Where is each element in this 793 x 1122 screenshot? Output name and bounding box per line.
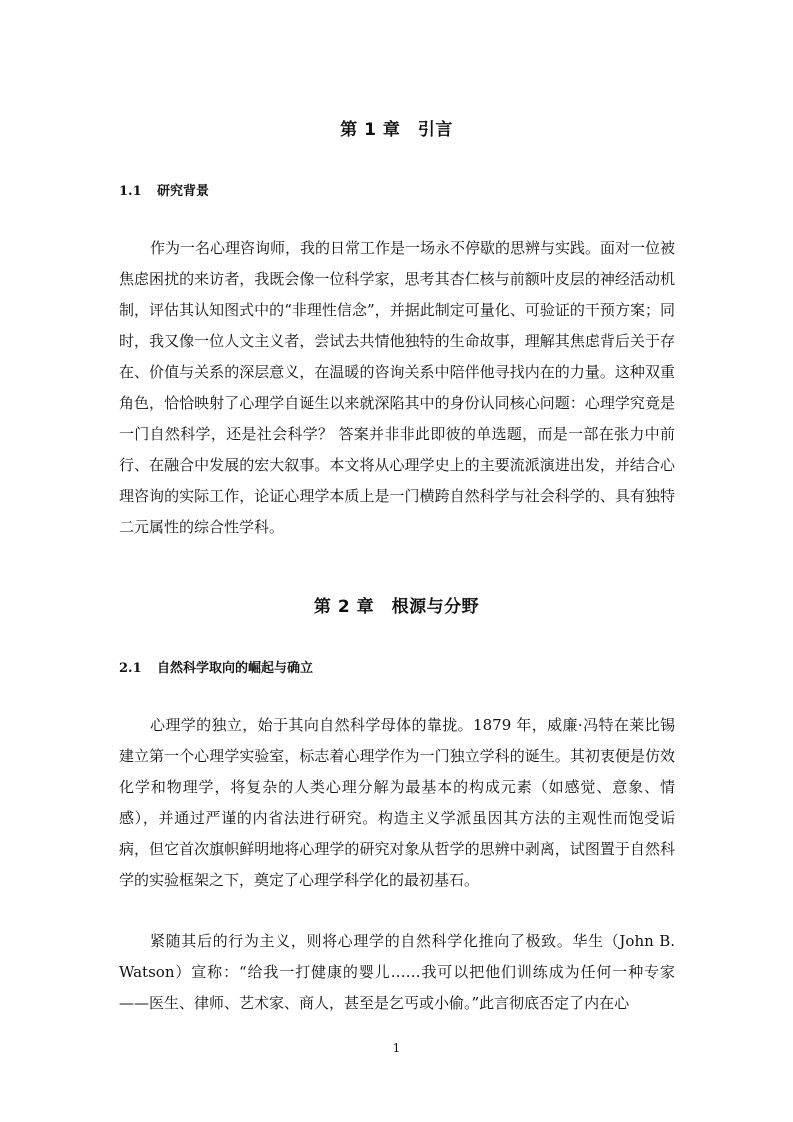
section-title: 自然科学取向的崛起与确立 <box>157 661 314 676</box>
chapter-1-title: 第 1 章 引言 <box>340 120 453 140</box>
body-paragraph: 作为一名心理咨询师，我的日常工作是一场永不停歇的思辨与实践。面对一位被焦虑困扰的来访者，我既会像一位科学家，思考其杏仁核与前额叶皮层的神经活动机制，评估其认知图式中的“非理性信念”，并据此制定可量化、可验证的干预方案；同时，我又像一位人文主义者，尝试去共情他独特的生命故事，理解其焦虑背后关于存在、价值与关系的深层意义，在温暖的咨询关系中陪伴他寻找内在的力量。这种双重角色，恰恰映射了心理学自诞生以来就深陷其中的身份认同核心问题：心理学究竟是一门自然科学，还是社会科学？ 答案并非非此即彼的单选题，而是一部在张力中前行、在融合中发展的宏大叙事。本文将从心理学史上的主要流派演进出发，并结合心理咨询的实际工作，论证心理学本质上是一门横跨自然科学与社会科学的、具有独特二元属性的综合性学科。 <box>119 239 676 536</box>
body-paragraph: 心理学的独立，始于其向自然科学母体的靠拢。1879 年，威廉·冯特在莱比锡建立第一个心理学实验室，标志着心理学作为一门独立学科的诞生。其初衷便是仿效化学和物理学，将复杂的人类心理分解为最基本的构成元素（如感觉、意象、情感），并通过严谨的内省法进行研究。构造主义学派虽因其方法的主观性而饱受诟病，但它首次旗帜鲜明地将心理学的研究对象从哲学的思辨中剥离，试图置于自然科学的实验框架之下，奠定了心理学科学化的最初基石。 <box>119 716 675 889</box>
section-number: 2.1 <box>119 661 142 676</box>
section-title: 研究背景 <box>157 184 210 199</box>
chapter-2-title: 第 2 章 根源与分野 <box>313 597 480 617</box>
body-paragraph: 紧随其后的行为主义，则将心理学的自然科学化推向了极致。华生（John B. Watson）宣称：“给我一打健康的婴儿……我可以把他们训练成为任何一种专家——医生、律师、艺术家、商人，甚至是乞丐或小偷。”此言彻底否定了内在心 <box>119 932 675 1012</box>
page-number: 1 <box>392 1041 401 1055</box>
section-2-1-heading <box>119 657 313 676</box>
section-number: 1.1 <box>119 184 142 199</box>
section-1-1-heading <box>119 180 209 199</box>
